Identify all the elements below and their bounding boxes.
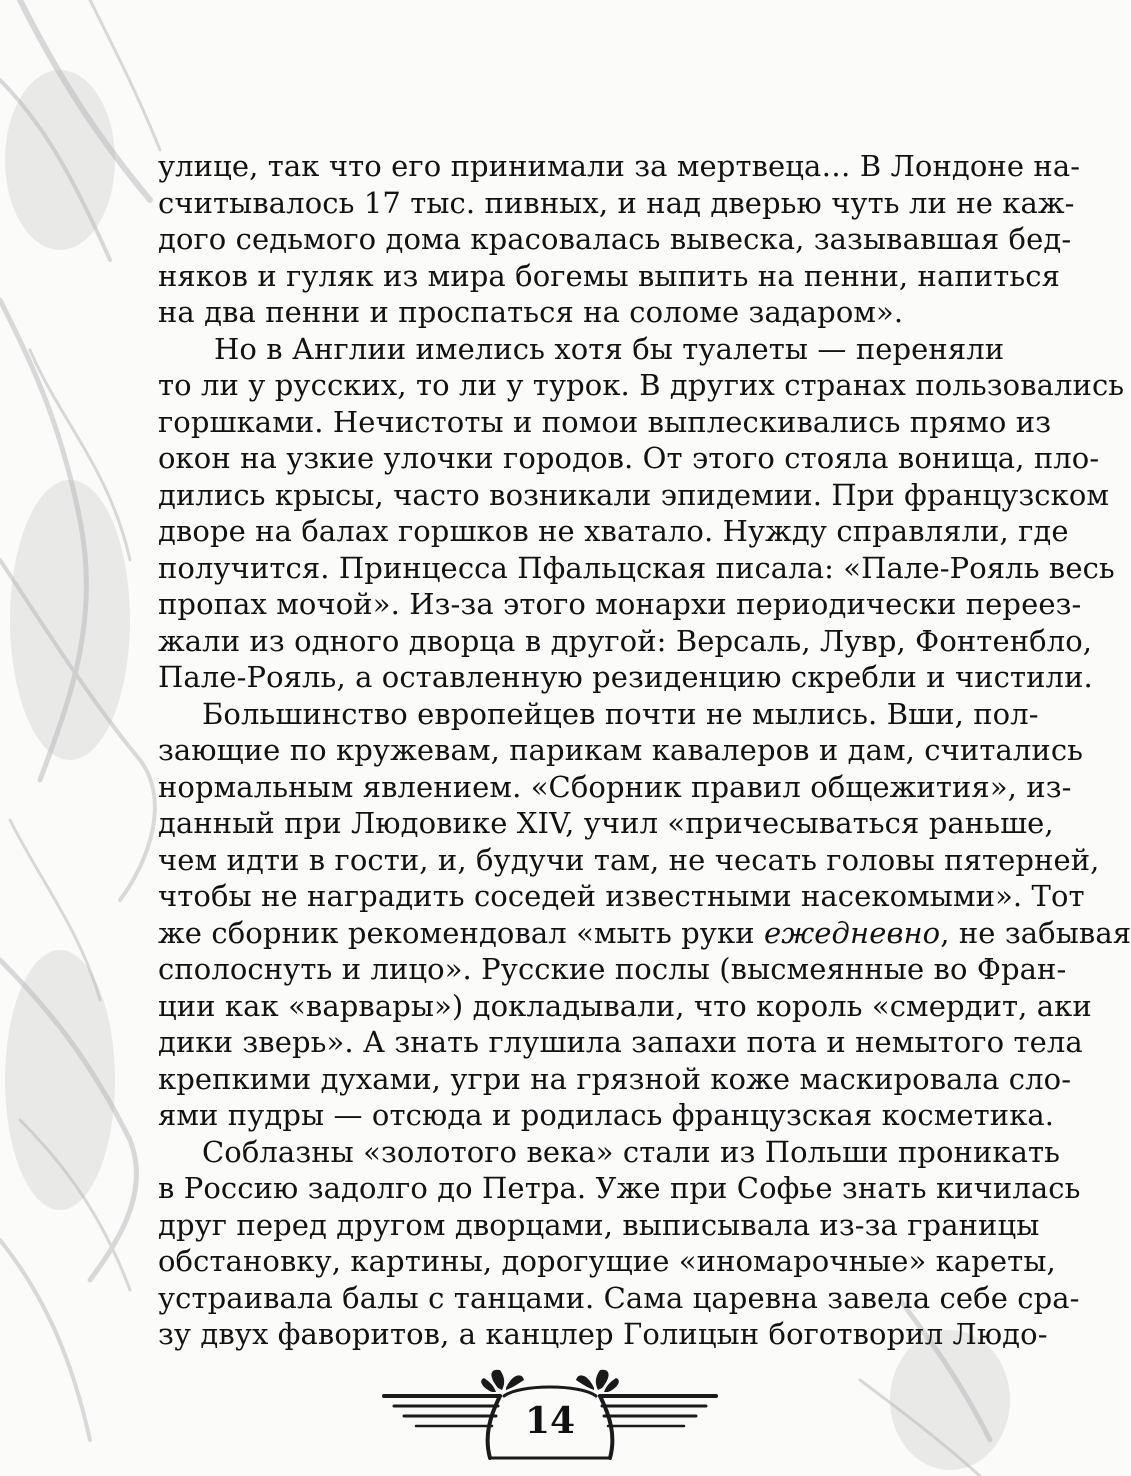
text-line: горшками. Нечистоты и помои выплескивались прямо из [158, 404, 1052, 439]
text-segment: же сборник рекомендовал «мыть руки [158, 915, 764, 950]
text-line: пропах мочой». Из-за этого монархи периодически переез- [158, 587, 1082, 621]
text-line: дого седьмого дома красовалась вывеска, зазывавшая бед- [158, 222, 1072, 256]
text-line: считывалось 17 тыс. пивных, и над дверью чуть ли не каж- [158, 185, 1075, 220]
text-line: в Россию задолго до Петра. Уже при Софье знать кичилась [158, 1171, 1081, 1205]
text-line: дворе на балах горшков не хватало. Нужду справляли, где [158, 514, 1069, 548]
text-line: Большинство европейцев почти не мылись. Вши, пол- [202, 696, 1039, 731]
text-line: зу двух фаворитов, а канцлер Голицын боготворил Людо- [158, 1317, 1048, 1351]
text-line: обстановку, картины, дорогущие «иномарочные» кареты, [158, 1244, 1056, 1278]
text-line: ями пудры — отсюда и родилась французская косметика. [158, 1098, 1055, 1132]
text-line: Соблазны «золотого века» стали из Польши проникать [202, 1134, 1061, 1169]
emphasis-text: ежедневно [763, 915, 941, 950]
text-line: друг перед другом дворцами, выписывала из-за границы [158, 1207, 1040, 1242]
text-line [158, 915, 1131, 952]
text-line: Но в Англии имелись хотя бы туалеты — переняли [214, 331, 1005, 366]
body-text [158, 148, 1131, 1353]
text-segment: , не забывая [940, 915, 1131, 950]
text-line: Пале-Рояль, а оставленную резиденцию скребли и чистили. [158, 660, 1093, 694]
text-line: устраивала балы с танцами. Сама царевна завела себе сра- [158, 1280, 1080, 1315]
text-line: сполоснуть и лицо». Русские послы (высмеянные во Фран- [158, 952, 1067, 986]
text-line: то ли у русских, то ли у турок. В других странах пользовались [158, 368, 1125, 402]
text-line: жали из одного дворца в другой: Версаль, Лувр, Фонтенбло, [158, 623, 1093, 658]
text-line: чтобы не наградить соседей известными насекомыми». Тот [158, 879, 1085, 913]
text-line: на два пенни и проспаться на соломе задаром». [158, 295, 904, 329]
text-line: получится. Принцесса Пфальцская писала: «Пале-Рояль весь [158, 550, 1115, 585]
text-line: няков и гуляк из мира богемы выпить на пенни, напиться [158, 258, 1060, 293]
text-line: дики зверь». А знать глушила запахи пота и немытого тела [158, 1025, 1083, 1059]
text-line: нормальным явлением. «Сборник правил общежития», из- [158, 769, 1072, 804]
text-line: зающие по кружевам, парикам кавалеров и дам, считались [158, 733, 1084, 767]
page-number: 14 [524, 1400, 576, 1442]
text-line: крепкими духами, угри на грязной коже маскировала сло- [158, 1061, 1072, 1096]
text-line: дились крысы, часто возникали эпидемии. При французском [158, 477, 1110, 512]
text-line: ции как «варвары») докладывали, что король «смердит, аки [158, 988, 1092, 1023]
text-line: данный при Людовике XIV, учил «причесываться раньше, [158, 806, 1054, 840]
text-line: окон на узкие улочки городов. От этого стояла вонища, пло- [158, 441, 1100, 475]
page-footer-ornament [380, 1366, 720, 1462]
text-line: чем идти в гости, и, будучи там, не чесать головы пятерней, [158, 842, 1100, 877]
text-line: улице, так что его принимали за мертвеца… В Лондоне на- [158, 149, 1081, 183]
